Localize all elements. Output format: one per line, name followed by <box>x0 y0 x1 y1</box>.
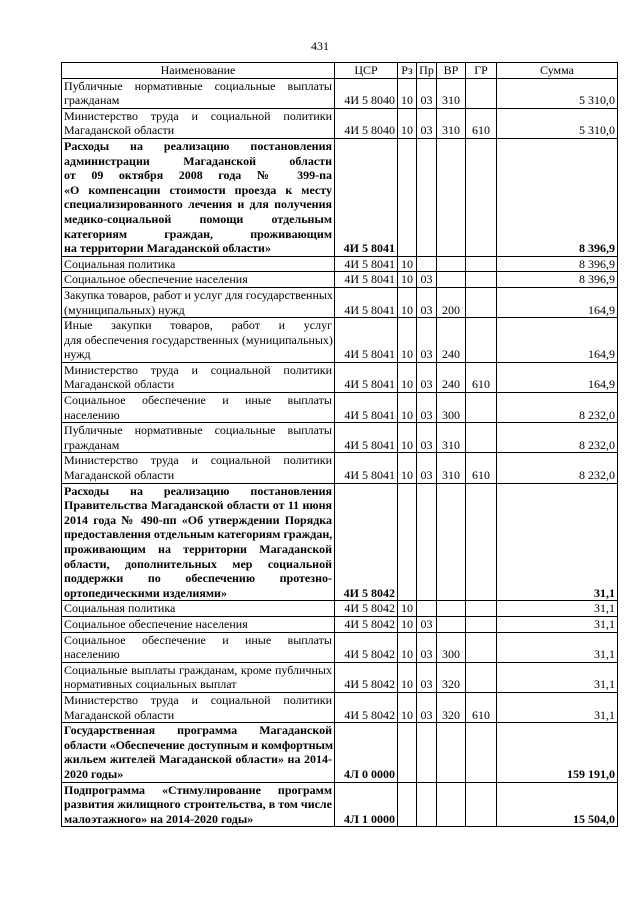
row-rz <box>398 138 417 256</box>
row-csr: 4И 5 8040 <box>335 108 398 138</box>
table-row <box>62 287 618 317</box>
row-name-line: категориям граждан, проживающим <box>64 226 332 241</box>
row-rz: 10 <box>398 453 417 483</box>
row-name-line: 2020 годы» <box>64 766 124 781</box>
table-row <box>62 318 618 363</box>
row-rz: 10 <box>398 272 417 288</box>
table-row <box>62 483 618 601</box>
row-gr <box>466 601 497 617</box>
row-sum: 164,9 <box>497 318 618 363</box>
row-rz: 10 <box>398 108 417 138</box>
row-vr: 320 <box>437 692 466 722</box>
row-name <box>62 662 335 692</box>
row-name-line: Социальная политика <box>64 601 176 616</box>
row-name-line: Магаданской области <box>64 468 175 483</box>
row-pr: 03 <box>417 287 437 317</box>
row-vr: 320 <box>437 662 466 692</box>
row-rz: 10 <box>398 601 417 617</box>
row-rz: 10 <box>398 256 417 272</box>
row-pr <box>417 723 437 782</box>
row-gr <box>466 138 497 256</box>
row-name <box>62 272 335 288</box>
row-pr: 03 <box>417 318 437 363</box>
row-name-line: Социальное обеспечение населения <box>64 272 248 287</box>
row-pr <box>417 782 437 827</box>
row-csr: 4И 5 8041 <box>335 287 398 317</box>
row-name-line: области, дополнительных мер социальной <box>64 556 332 571</box>
page-number: 431 <box>311 39 329 53</box>
table-row <box>62 782 618 827</box>
row-name-line: медико-социальной помощи отдельным <box>64 211 332 226</box>
row-pr: 03 <box>417 272 437 288</box>
row-vr: 300 <box>437 393 466 423</box>
table-row <box>62 78 618 108</box>
table-row <box>62 723 618 782</box>
row-name-line: развития жилищного строительства, в том числе <box>64 797 332 812</box>
row-name-line: Социальные выплаты гражданам, кроме публичных <box>64 662 332 677</box>
table-row <box>62 138 618 256</box>
row-vr: 240 <box>437 318 466 363</box>
row-vr <box>437 782 466 827</box>
row-gr <box>466 632 497 662</box>
row-sum: 31,1 <box>497 632 618 662</box>
row-csr: 4И 5 8042 <box>335 692 398 722</box>
row-vr: 310 <box>437 453 466 483</box>
row-name-line: ортопедическими изделиями» <box>64 585 227 600</box>
row-vr <box>437 272 466 288</box>
row-csr: 4И 5 8041 <box>335 318 398 363</box>
table-row <box>62 632 618 662</box>
row-pr: 03 <box>417 362 437 392</box>
table-row <box>62 362 618 392</box>
row-sum: 8 396,9 <box>497 272 618 288</box>
row-csr: 4И 5 8042 <box>335 662 398 692</box>
header-sum: Сумма <box>497 63 618 79</box>
row-name-line: Министерство труда и социальной политики <box>64 692 332 707</box>
row-vr <box>437 483 466 601</box>
row-name-line: проживающим на территории Магаданской <box>64 542 332 556</box>
row-name <box>62 601 335 617</box>
row-name-line: Магаданской области <box>64 707 175 722</box>
header-rz: Рз <box>398 63 417 79</box>
row-name <box>62 723 335 782</box>
row-name-line: Государственная программа Магаданской <box>64 723 332 738</box>
row-rz: 10 <box>398 393 417 423</box>
row-sum: 8 232,0 <box>497 423 618 453</box>
row-name-line: на территории Магаданской области» <box>64 241 271 256</box>
row-gr: 610 <box>466 692 497 722</box>
row-name-line: 2014 года № 490-пп «Об утверждении Порядка <box>64 512 332 527</box>
header-csr: ЦСР <box>335 63 398 79</box>
row-csr: 4И 5 8041 <box>335 138 398 256</box>
row-name-line: гражданам <box>64 437 120 452</box>
row-gr <box>466 393 497 423</box>
row-csr: 4Л 1 0000 <box>335 782 398 827</box>
row-vr <box>437 256 466 272</box>
row-rz: 10 <box>398 287 417 317</box>
row-sum: 31,1 <box>497 662 618 692</box>
row-pr: 03 <box>417 453 437 483</box>
row-pr <box>417 483 437 601</box>
row-gr <box>466 616 497 632</box>
header-gr: ГР <box>466 63 497 79</box>
row-name <box>62 256 335 272</box>
row-pr: 03 <box>417 78 437 108</box>
row-name-line: предоставления отдельным категориям граждан, <box>64 527 333 542</box>
row-pr <box>417 256 437 272</box>
row-pr: 03 <box>417 692 437 722</box>
row-name-line: населению <box>64 647 120 662</box>
header-name: Наименование <box>62 63 335 79</box>
row-name-line: Подпрограмма «Стимулирование программ <box>64 782 332 797</box>
row-sum: 31,1 <box>497 616 618 632</box>
row-name-line: жильем жителей Магаданской области» на 2014- <box>64 752 332 767</box>
row-pr: 03 <box>417 662 437 692</box>
row-name-line: Социальное обеспечение и иные выплаты <box>64 393 332 408</box>
row-vr <box>437 616 466 632</box>
table-row <box>62 272 618 288</box>
table-row <box>62 108 618 138</box>
table-row <box>62 423 618 453</box>
row-rz: 10 <box>398 362 417 392</box>
row-vr: 200 <box>437 287 466 317</box>
row-sum: 31,1 <box>497 601 618 617</box>
table-row <box>62 662 618 692</box>
row-csr: 4И 5 8042 <box>335 632 398 662</box>
row-sum: 159 191,0 <box>497 723 618 782</box>
row-sum: 8 232,0 <box>497 453 618 483</box>
row-name-line: области «Обеспечение доступным и комфортным <box>64 737 334 752</box>
row-sum: 8 232,0 <box>497 393 618 423</box>
row-name-line: Правительства Магаданской области от 11 июня <box>64 498 332 513</box>
table-row <box>62 256 618 272</box>
row-name-line: Публичные нормативные социальные выплаты <box>64 78 332 93</box>
row-vr <box>437 723 466 782</box>
row-vr: 310 <box>437 423 466 453</box>
row-gr <box>466 287 497 317</box>
row-sum: 31,1 <box>497 483 618 601</box>
row-sum: 5 310,0 <box>497 108 618 138</box>
row-name-line: Иные закупки товаров, работ и услуг <box>64 318 332 333</box>
row-name-line: Магаданской области <box>64 123 175 138</box>
row-vr: 310 <box>437 108 466 138</box>
row-name-line: Министерство труда и социальной политики <box>64 108 332 123</box>
row-name-line: от 09 октября 2008 года № 399-па <box>64 168 332 183</box>
row-name-line: Расходы на реализацию постановления <box>64 483 332 498</box>
row-csr: 4И 5 8041 <box>335 453 398 483</box>
row-gr <box>466 318 497 363</box>
row-name-line: Публичные нормативные социальные выплаты <box>64 423 332 438</box>
row-rz: 10 <box>398 423 417 453</box>
row-sum: 15 504,0 <box>497 782 618 827</box>
row-gr <box>466 483 497 601</box>
row-name <box>62 453 335 483</box>
table-row <box>62 616 618 632</box>
row-name <box>62 616 335 632</box>
row-name-line: Расходы на реализацию постановления <box>64 138 332 153</box>
row-name-line: нужд <box>64 347 91 362</box>
row-name <box>62 78 335 108</box>
row-name-line: нормативных социальных выплат <box>64 677 237 692</box>
row-name-line: для обеспечения государственных (муниципальных) <box>64 332 333 347</box>
row-rz: 10 <box>398 78 417 108</box>
row-vr <box>437 138 466 256</box>
row-rz <box>398 782 417 827</box>
row-csr: 4И 5 8041 <box>335 256 398 272</box>
row-gr <box>466 423 497 453</box>
row-name <box>62 423 335 453</box>
row-sum: 5 310,0 <box>497 78 618 108</box>
row-name-line: «О компенсации стоимости проезда к месту <box>64 182 332 197</box>
row-name-line: Социальное обеспечение населения <box>64 616 248 631</box>
row-rz: 10 <box>398 662 417 692</box>
row-name <box>62 782 335 827</box>
row-pr <box>417 601 437 617</box>
row-name <box>62 393 335 423</box>
row-gr <box>466 723 497 782</box>
row-gr <box>466 782 497 827</box>
row-pr: 03 <box>417 616 437 632</box>
row-name-line: Магаданской области <box>64 377 175 392</box>
row-csr: 4И 5 8040 <box>335 78 398 108</box>
row-sum: 164,9 <box>497 362 618 392</box>
row-vr: 310 <box>437 78 466 108</box>
row-name-line: Министерство труда и социальной политики <box>64 362 332 377</box>
row-vr: 240 <box>437 362 466 392</box>
row-vr <box>437 601 466 617</box>
row-name <box>62 318 335 363</box>
row-name-line: Социальная политика <box>64 256 176 271</box>
row-pr: 03 <box>417 632 437 662</box>
row-name-line: (муниципальных) нужд <box>64 302 185 317</box>
row-name-line: поддержки по обеспечению протезно- <box>64 571 332 586</box>
row-csr: 4И 5 8041 <box>335 423 398 453</box>
row-name <box>62 108 335 138</box>
row-name-line: Министерство труда и социальной политики <box>64 453 332 468</box>
row-csr: 4И 5 8041 <box>335 393 398 423</box>
table-row <box>62 601 618 617</box>
row-name-line: специализированного лечения и для получения <box>64 197 332 212</box>
header-vr: ВР <box>437 63 466 79</box>
row-rz <box>398 483 417 601</box>
row-csr: 4И 5 8041 <box>335 272 398 288</box>
row-sum: 31,1 <box>497 692 618 722</box>
row-rz: 10 <box>398 616 417 632</box>
row-csr: 4И 5 8042 <box>335 601 398 617</box>
table-row <box>62 692 618 722</box>
row-sum: 164,9 <box>497 287 618 317</box>
row-name-line: администрации Магаданской области <box>64 153 332 168</box>
row-gr <box>466 256 497 272</box>
row-csr: 4Л 0 0000 <box>335 723 398 782</box>
row-gr <box>466 78 497 108</box>
row-rz: 10 <box>398 318 417 363</box>
row-name <box>62 287 335 317</box>
header-pr: Пр <box>417 63 437 79</box>
row-gr <box>466 272 497 288</box>
row-sum: 8 396,9 <box>497 138 618 256</box>
table-row <box>62 393 618 423</box>
table-header-row <box>62 63 618 79</box>
row-sum: 8 396,9 <box>497 256 618 272</box>
row-pr: 03 <box>417 393 437 423</box>
row-name-line: малоэтажного» на 2014-2020 годы» <box>64 811 254 826</box>
row-vr: 300 <box>437 632 466 662</box>
budget-table <box>61 62 618 827</box>
row-name <box>62 632 335 662</box>
row-name <box>62 138 335 256</box>
row-name-line: гражданам <box>64 93 120 108</box>
row-gr: 610 <box>466 453 497 483</box>
row-name-line: населению <box>64 407 120 422</box>
row-pr: 03 <box>417 108 437 138</box>
table-row <box>62 453 618 483</box>
row-gr: 610 <box>466 362 497 392</box>
row-name <box>62 483 335 601</box>
row-csr: 4И 5 8042 <box>335 483 398 601</box>
row-name <box>62 692 335 722</box>
row-csr: 4И 5 8042 <box>335 616 398 632</box>
row-csr: 4И 5 8041 <box>335 362 398 392</box>
row-gr: 610 <box>466 108 497 138</box>
row-rz: 10 <box>398 632 417 662</box>
row-name-line: Закупка товаров, работ и услуг для государственных <box>64 287 333 302</box>
row-pr: 03 <box>417 423 437 453</box>
row-rz <box>398 723 417 782</box>
row-gr <box>466 662 497 692</box>
row-name-line: Социальное обеспечение и иные выплаты <box>64 632 332 647</box>
row-name <box>62 362 335 392</box>
row-rz: 10 <box>398 692 417 722</box>
row-pr <box>417 138 437 256</box>
